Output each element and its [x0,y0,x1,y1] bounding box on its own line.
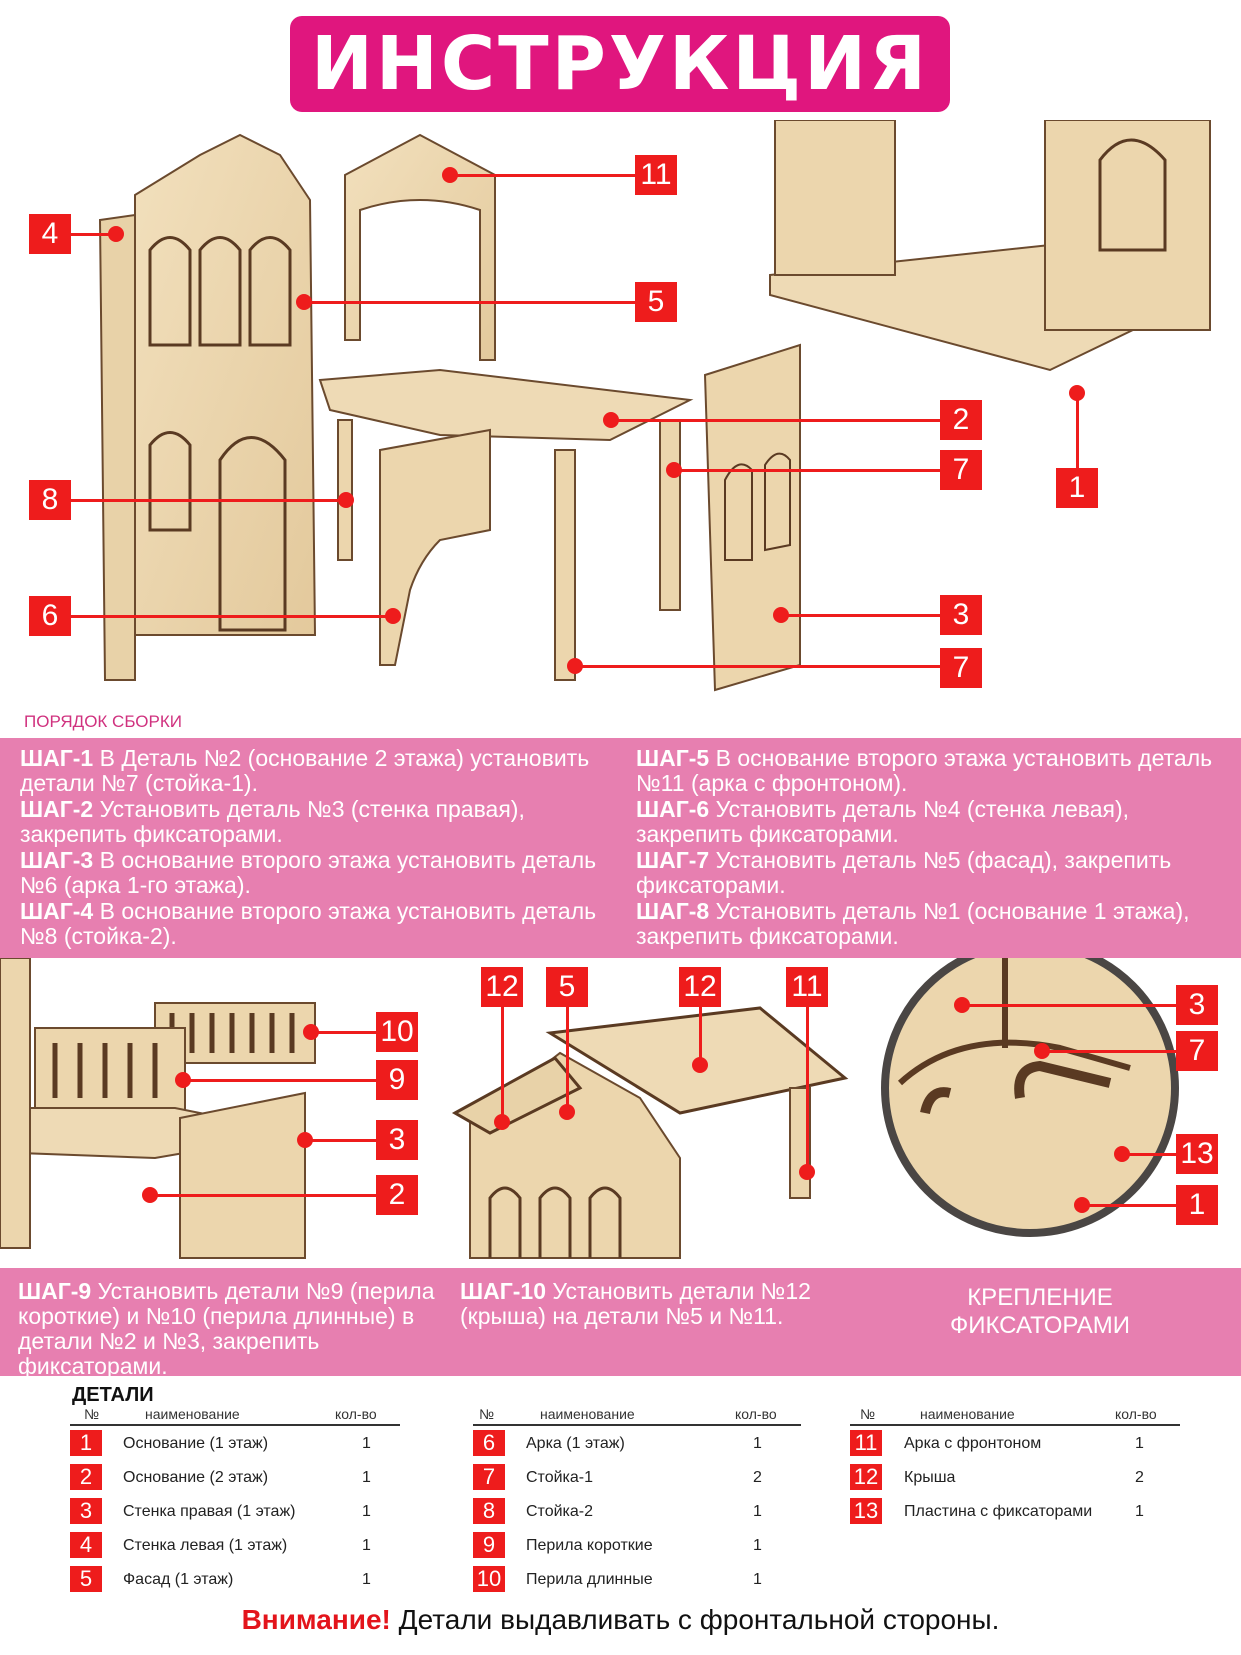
callout-dot [442,167,458,183]
callout-9: 9 [376,1060,418,1100]
step-1: ШАГ-1 В Деталь №2 (основание 2 этажа) установить детали №7 (стойка-1). [20,745,590,796]
part-arch-1 [380,430,490,665]
step-7: ШАГ-7 Установить деталь №5 (фасад), закрепить фиксаторами. [636,847,1172,898]
callout-dot [559,1104,575,1120]
callout-dot [175,1072,191,1088]
table-row: 8 Стойка-2 1 [473,1494,801,1528]
table-row: 3 Стенка правая (1 этаж) 1 [70,1494,400,1528]
callout-dot [773,607,789,623]
callout-dot [297,1132,313,1148]
step-6: ШАГ-6 Установить деталь №4 (стенка левая), закрепить фиксаторами. [636,796,1130,847]
step-3: ШАГ-3 В основание второго этажа установить деталь №6 (арка 1-го этажа). [20,847,597,898]
callout-dot [666,462,682,478]
assembly-illustration-top [0,120,1241,710]
callout-4: 4 [29,214,71,254]
callout-5b: 5 [546,967,588,1007]
table-row: 6 Арка (1 этаж) 1 [473,1426,801,1460]
callout-7a: 7 [940,450,982,490]
table-row: 12 Крыша 2 [850,1460,1180,1494]
part-facade [135,135,315,635]
part-right-wall-b [180,1093,305,1258]
table-row: 9 Перила короткие 1 [473,1528,801,1562]
warning-note: Внимание! Детали выдавливать с фронтальной стороны. [241,1604,1000,1635]
callout-dot [338,492,354,508]
callout-13: 13 [1176,1134,1218,1174]
callout-dot [692,1057,708,1073]
callout-dot [385,608,401,624]
table-row: 11 Арка с фронтоном 1 [850,1426,1180,1460]
fixator-caption: КРЕПЛЕНИЕ ФИКСАТОРАМИ [949,1284,1131,1339]
table-row: 10 Перила длинные 1 [473,1562,801,1596]
table-row: 2 Основание (2 этаж) 1 [70,1460,400,1494]
part-arch-pediment [345,135,495,360]
steps-right [636,746,1226,950]
part-stand-2 [338,420,352,560]
step-8: ШАГ-8 Установить деталь №1 (основание 1 этажа), закрепить фиксаторами. [636,898,1190,949]
callout-1: 1 [1056,468,1098,508]
callout-3: 3 [940,595,982,635]
callout-dot [1074,1197,1090,1213]
assembly-order-label: ПОРЯДОК СБОРКИ [24,712,182,731]
callout-1b: 1 [1176,1185,1218,1225]
callout-dot [799,1164,815,1180]
callout-6: 6 [29,596,71,636]
callout-7b: 7 [940,648,982,688]
part-assembled-left [775,120,895,275]
callout-2: 2 [940,400,982,440]
details-table-3: № наименование кол-во 11 Арка с фронтоном 1 12 Крыша 2 13 Пластина с фиксаторами 1 [850,1402,1180,1528]
step-9: ШАГ-9 Установить детали №9 (перила короткие) и №10 (перила длинные) в детали №2 и №3, закрепить фиксаторами. [18,1278,435,1379]
details-table-2: № наименование кол-во 6 Арка (1 этаж) 1 7 Стойка-1 2 8 Стойка-2 1 9 Перила короткие 1 10 Перила длинные 1 [473,1402,801,1596]
callout-dot [108,226,124,242]
table-row: 1 Основание (1 этаж) 1 [70,1426,400,1460]
step-5: ШАГ-5 В основание второго этажа установить деталь №11 (арка с фронтоном). [636,745,1213,796]
callout-dot [494,1114,510,1130]
callout-dot [603,412,619,428]
callout-dot [567,658,583,674]
table-row: 5 Фасад (1 этаж) 1 [70,1562,400,1596]
part-assembled-right [1045,120,1210,330]
callout-dot [303,1024,319,1040]
callout-dot [142,1187,158,1203]
callout-5: 5 [635,282,677,322]
callout-7c: 7 [1176,1031,1218,1071]
table-row: 7 Стойка-1 2 [473,1460,801,1494]
callout-dot [1069,385,1085,401]
callout-11b: 11 [786,967,828,1007]
callout-12a: 12 [481,967,523,1007]
callout-10: 10 [376,1012,418,1052]
details-title: ДЕТАЛИ [72,1384,154,1406]
callout-dot [296,294,312,310]
callout-8: 8 [29,480,71,520]
part-stand-1b [660,420,680,610]
callout-dot [1034,1043,1050,1059]
details-table-1: № наименование кол-во 1 Основание (1 этаж) 1 2 Основание (2 этаж) 1 3 Стенка правая (1 этаж) 1 4 Стенка левая (1 этаж) 1 5 Фасад (1 этаж) 1 [70,1402,400,1596]
callout-3b: 3 [376,1120,418,1160]
step-10: ШАГ-10 Установить детали №12 (крыша) на детали №5 и №11. [460,1278,811,1329]
page-title: ИНСТРУКЦИЯ [311,21,929,107]
callout-11: 11 [635,155,677,195]
callout-12b: 12 [679,967,721,1007]
part-left-wall [100,215,135,680]
table-row: 13 Пластина с фиксаторами 1 [850,1494,1180,1528]
part-stand-1a [555,450,575,680]
step-4: ШАГ-4 В основание второго этажа установить деталь №8 (стойка-2). [20,898,597,949]
callout-dot [954,997,970,1013]
table-row: 4 Стенка левая (1 этаж) 1 [70,1528,400,1562]
steps-left [20,746,620,950]
part-floor-2 [320,370,690,440]
step-2: ШАГ-2 Установить деталь №3 (стенка правая), закрепить фиксаторами. [20,796,525,847]
callout-dot [1114,1146,1130,1162]
callout-2b: 2 [376,1175,418,1215]
callout-3c: 3 [1176,985,1218,1025]
title-banner [290,16,950,112]
